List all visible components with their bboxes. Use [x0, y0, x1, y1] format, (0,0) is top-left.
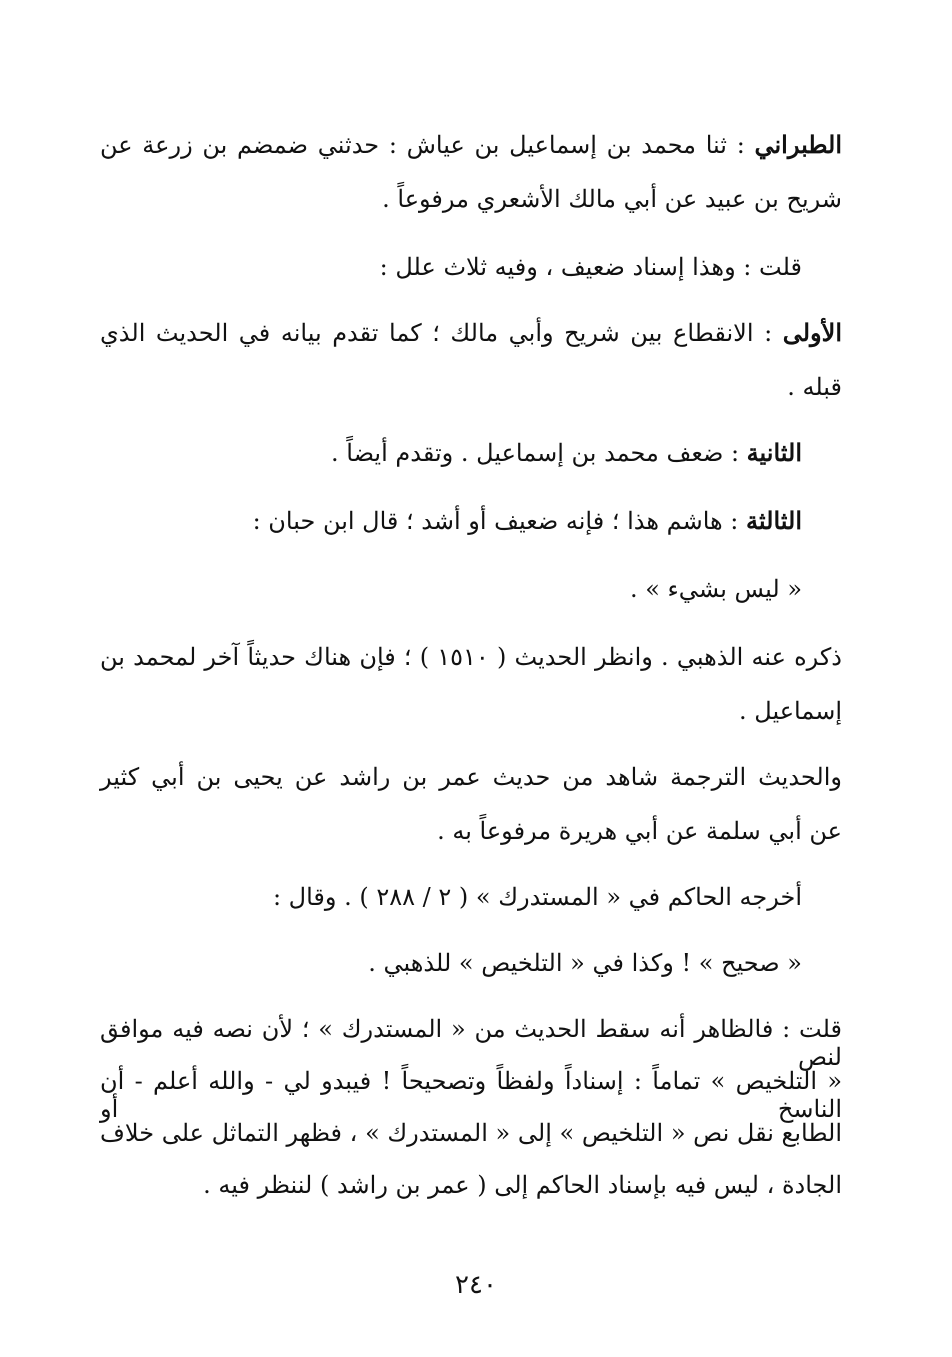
line-text: الجادة ، ليس فيه بإسناد الحاكم إلى ( عمر بن راشد ) لننظر فيه . [203, 1171, 842, 1199]
line-text: قبله . [787, 373, 842, 401]
text-line [100, 1014, 842, 1071]
text-line [100, 1066, 843, 1123]
line-text: عن أبي سلمة عن أبي هريرة مرفوعاً به . [437, 817, 842, 845]
text-line [203, 1170, 842, 1199]
page-number: ٢٤٠ [455, 1270, 497, 1300]
line-text: الطابع نقل نص « التلخيص » إلى « المستدرك » ، فظهر التماثل على خلاف [100, 1119, 842, 1147]
line-text: : هاشم هذا ؛ فإنه ضعيف أو أشد ؛ قال ابن حبان : [252, 507, 747, 535]
text-line [739, 696, 842, 725]
text-line [437, 816, 842, 845]
text-line [331, 438, 802, 467]
text-line [100, 762, 842, 802]
text-line [253, 506, 802, 535]
text-line [382, 184, 842, 213]
text-line [100, 642, 842, 682]
text-line [630, 574, 802, 603]
line-text: « ليس بشيء » . [629, 575, 802, 603]
line-lead: الأولى [782, 318, 842, 347]
text-line [787, 372, 842, 401]
line-text: شريح بن عبيد عن أبي مالك الأشعري مرفوعاً . [382, 185, 842, 213]
line-text: : ضعف محمد بن إسماعيل . وتقدم أيضاً . [331, 439, 747, 467]
line-text: قلت : فالظاهر أنه سقط الحديث من « المستدرك » ؛ لأن نصه فيه موافق لنص [100, 1015, 842, 1071]
text-line [100, 1118, 842, 1158]
text-line [368, 948, 802, 977]
line-text: أخرجه الحاكم في « المستدرك » ( ٢ / ٢٨٨ ) . وقال : [272, 883, 802, 911]
line-text: قلت : وهذا إسناد ضعيف ، وفيه ثلاث علل : [379, 253, 802, 281]
text-line [273, 882, 802, 911]
line-text: ذكره عنه الذهبي . وانظر الحديث ( ١٥١٠ ) ؛ فإن هناك حديثاً آخر لمحمد بن [100, 643, 842, 671]
line-text: إسماعيل . [739, 697, 842, 725]
line-text: « التلخيص » تماماً : إسناداً ولفظاً وتصحيحاً ! فيبدو لي - والله أعلم - أن الناسخ أو [100, 1067, 843, 1123]
text-line [100, 318, 842, 358]
line-lead: الثانية [746, 438, 802, 467]
line-text: : ثنا محمد بن إسماعيل بن عياش : حدثني ضمضم بن زرعة عن [100, 131, 755, 159]
line-text: « صحيح » ! وكذا في « التلخيص » للذهبي . [368, 949, 802, 977]
text-line [380, 252, 802, 281]
line-text: : الانقطاع بين شريح وأبي مالك ؛ كما تقدم بيانه في الحديث الذي [100, 319, 783, 347]
line-lead: الطبراني [754, 130, 842, 159]
line-text: والحديث الترجمة شاهد من حديث عمر بن راشد عن يحيى بن أبي كثير [100, 763, 842, 791]
line-lead: الثالثة [746, 506, 802, 535]
text-line [100, 130, 842, 170]
